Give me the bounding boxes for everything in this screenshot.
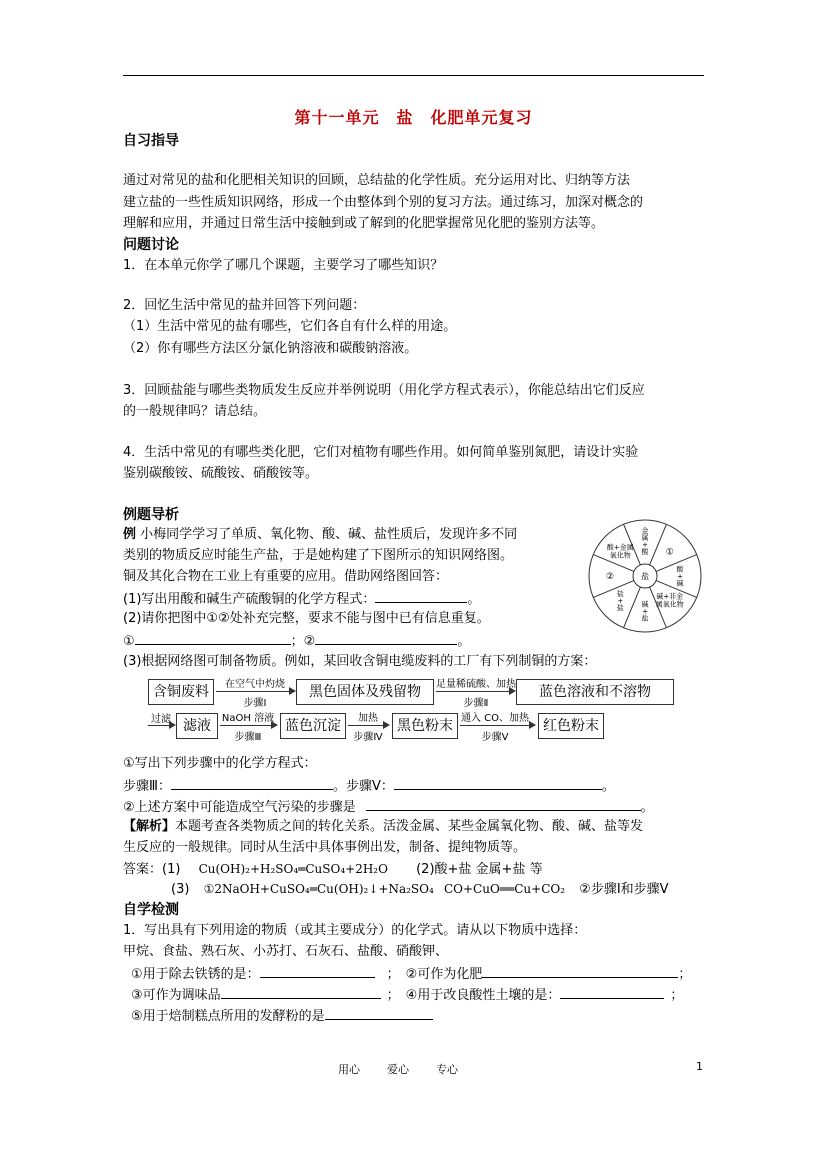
flow-lead-head: [169, 721, 176, 729]
check-sep-2: ；: [678, 967, 692, 982]
check-item-3: ③可作为调味品: [131, 988, 221, 1003]
answer-blank-1[interactable]: [135, 631, 291, 645]
check-line-4: [131, 985, 683, 1005]
check-heading: 自学检测: [123, 902, 179, 918]
flow-arrow-2-top: 足量稀硫酸、加热: [436, 679, 516, 690]
flow-arrow-3-line: [220, 725, 272, 726]
example-q1-end: 。: [467, 592, 481, 607]
example-line-7: (3)根据网络图可制备物质。例如，某回收含铜电缆废料的工厂有下列制铜的方案：: [123, 654, 597, 669]
blank-2-label: ；②: [290, 634, 316, 649]
flow-box-waste: 含铜废料: [148, 679, 214, 705]
check-line-3: [131, 964, 691, 984]
flow-box-filtrate: 滤液: [176, 713, 218, 739]
example-q1-text: (1)写出用酸和碱生产硫酸铜的化学方程式：: [123, 592, 376, 607]
wheel-segment-label: 碱+非金属氧化物: [655, 592, 684, 609]
flow-box-black-solid: 黑色固体及残留物: [296, 679, 434, 705]
flow-box-blue-precipitate: 蓝色沉淀: [280, 713, 346, 739]
flow-arrow-1-top: 在空气中灼烧: [225, 679, 285, 690]
example-sub-3: [123, 797, 654, 817]
flow-arrow-5-top: 通入 CO、加热: [460, 713, 530, 724]
example-sub-2: [123, 776, 615, 796]
answer-blank-step3[interactable]: [171, 776, 333, 790]
check-line-5: [131, 1006, 433, 1026]
answer-line-1: [123, 860, 543, 879]
flow-arrow-2-bottom: 步骤Ⅱ: [463, 698, 489, 709]
flow-arrow-5-line: [460, 725, 530, 726]
flow-lead-line: [148, 725, 170, 726]
wheel-segment-label: 碱+盐: [641, 600, 649, 623]
page-title: 第十一单元 盐 化肥单元复习: [294, 108, 533, 127]
answer-line-2: [171, 880, 669, 899]
answer-2: (2)酸+盐 金属+盐 等: [416, 862, 543, 877]
example-heading: 例题导析: [123, 507, 179, 523]
check-sep-3: ；: [386, 988, 400, 1003]
page-number: 1: [696, 1060, 703, 1073]
flow-arrow-5-bottom: 步骤Ⅴ: [481, 732, 509, 743]
blank-1-label: ①: [123, 634, 135, 649]
example-line-4: [123, 589, 480, 609]
question-4-line-2: 鉴别碳酸铵、硫酸铵、硝酸铵等。: [123, 466, 319, 481]
flow-box-black-powder: 黑色粉末: [392, 713, 458, 739]
question-2a: （1）生活中常见的盐有哪些，它们各自有什么样的用途。: [123, 319, 457, 334]
question-4-line-1: 4．生活中常见的有哪些类化肥，它们对植物有哪些作用。如何简单鉴别氮肥，请设计实验: [123, 445, 639, 460]
answer-blank-item-5[interactable]: [325, 1006, 433, 1020]
wheel-segment-label: 金属+酸: [641, 527, 649, 556]
flow-arrow-3-top: NaOH 溶液: [221, 713, 275, 724]
analysis-line-1: [123, 818, 643, 836]
example-line-5: (2)请你把图中①②处补充完整，要求不能与图中已有信息重复。: [123, 611, 490, 626]
answer-blank-2[interactable]: [315, 631, 457, 645]
question-2b: （2）你有哪些方法区分氯化钠溶液和碳酸钠溶液。: [123, 341, 418, 356]
answer-blank-item-4[interactable]: [560, 985, 664, 999]
footer-item-3: 专心: [436, 1063, 458, 1076]
self-study-line-3: 理解和应用，并通过日常生活中接触到或了解到的化肥掌握常见化肥的鉴别方法等。: [123, 216, 605, 231]
footer-item-1: 用心: [338, 1063, 360, 1076]
flow-arrow-4-bottom: 步骤Ⅳ: [353, 732, 383, 743]
analysis-text-1: 本题考查各类物质之间的转化关系。活泼金属、某些金属氧化物、酸、碱、盐等发: [175, 819, 644, 834]
discussion-heading: 问题讨论: [123, 237, 179, 253]
answer-blank-q1[interactable]: [375, 589, 467, 603]
answer-blank-pollution[interactable]: [366, 797, 641, 811]
wheel-segment-label: ②: [605, 572, 615, 582]
answer-3-label: (3): [171, 882, 190, 897]
pollution-question: ②上述方案中可能造成空气污染的步骤是: [123, 800, 356, 815]
answer-blank-item-1[interactable]: [260, 964, 375, 978]
step3-label: 步骤Ⅲ：: [123, 779, 171, 794]
flow-box-blue-solution: 蓝色溶液和不溶物: [516, 679, 674, 705]
footer-item-2: 爱心: [387, 1063, 409, 1076]
answer-blank-step5[interactable]: [394, 776, 602, 790]
blank-end: 。: [457, 634, 471, 649]
check-line-2: 甲烷、食盐、熟石灰、小苏打、石灰石、盐酸、硝酸钾、: [123, 944, 449, 959]
pollution-end: 。: [640, 800, 654, 815]
check-item-5: ⑤用于焙制糕点所用的发酵粉的是: [131, 1009, 325, 1024]
flow-arrow-1-line: [216, 691, 290, 692]
wheel-segment-label: ①: [665, 547, 674, 558]
flow-box-red-powder: 红色粉末: [538, 713, 604, 739]
salt-network-wheel: [587, 518, 703, 634]
copper-process-flow: [148, 679, 651, 743]
flow-arrow-3-bottom: 步骤Ⅲ: [234, 732, 262, 743]
check-line-1: 1．写出具有下列用途的物质（或其主要成分）的化学式。请从以下物质中选择：: [123, 923, 587, 938]
answer-equation-2: ①2NaOH+CuSO₄═Cu(OH)₂↓+Na₂SO₄: [203, 882, 434, 896]
wheel-segment-label: 盐+盐: [616, 590, 624, 613]
wheel-center-label: 盐: [641, 572, 649, 581]
header-rule: [123, 75, 704, 76]
example-line-1: [123, 526, 517, 544]
flow-filter-label: 过滤: [151, 714, 171, 725]
check-item-4: ④用于改良酸性土壤的是：: [405, 988, 561, 1003]
example-line-3: 铜及其化合物在工业上有重要的应用。借助网络图回答：: [123, 569, 449, 584]
answer-blank-item-3[interactable]: [221, 985, 381, 999]
question-2: 2．回忆生活中常见的盐并回答下列问题：: [123, 298, 366, 313]
flow-arrow-4-top: 加热: [358, 713, 378, 724]
example-line-2: 类别的物质反应时能生产盐，于是她构建了下图所示的知识网络图。: [123, 548, 514, 563]
question-3-line-2: 的一般规律吗？请总结。: [123, 404, 267, 419]
example-sub-1: ①写出下列步骤中的化学方程式：: [123, 756, 317, 771]
flow-arrow-4-line: [348, 725, 384, 726]
self-study-heading: 自习指导: [123, 133, 179, 149]
example-intro: 小梅同学学习了单质、氧化物、酸、碱、盐性质后，发现许多不同: [136, 527, 518, 542]
example-line-6: [123, 631, 470, 651]
answer-equation-1: Cu(OH)₂+H₂SO₄═CuSO₄+2H₂O: [198, 862, 388, 876]
check-sep-4: ；: [670, 988, 684, 1003]
check-sep-1: ；: [386, 967, 400, 982]
wheel-segment-label: 酸+碱: [676, 565, 684, 588]
flow-arrow-2-line: [436, 691, 510, 692]
analysis-line-2: 生反应的一般规律。同时从生活中具体事例出发，制备、提纯物质等。: [123, 840, 527, 855]
answer-equation-3: CO+CuO══Cu+CO₂: [443, 882, 566, 896]
answer-3-tail: ②步骤Ⅰ和步骤Ⅴ: [579, 882, 669, 897]
self-study-line-1: 通过对常见的盐和化肥相关知识的回顾，总结盐的化学性质。充分运用对比、归纳等方法: [123, 173, 631, 188]
step5-end: 。: [601, 779, 615, 794]
flow-arrow-1-bottom: 步骤Ⅰ: [243, 698, 267, 709]
wheel-segment-label: 酸+金属氧化物: [606, 543, 634, 560]
answer-label: 答案：(1): [123, 862, 181, 877]
step5-label: 。步骤Ⅴ：: [332, 779, 394, 794]
check-item-1: ①用于除去铁锈的是：: [131, 967, 260, 982]
check-item-2: ②可作为化肥: [405, 967, 483, 982]
answer-blank-item-2[interactable]: [482, 964, 678, 978]
analysis-label: 【解析】: [123, 819, 176, 834]
question-3-line-1: 3．回顾盐能与哪些类物质发生反应并举例说明（用化学方程式表示），你能总结出它们反应: [123, 383, 645, 398]
self-study-line-2: 建立盐的一些性质知识网络，形成一个由整体到个别的复习方法。通过练习，加深对概念的: [123, 195, 644, 210]
question-1: 1．在本单元你学了哪几个课题，主要学习了哪些知识？: [123, 258, 444, 273]
example-label: 例: [123, 527, 137, 542]
